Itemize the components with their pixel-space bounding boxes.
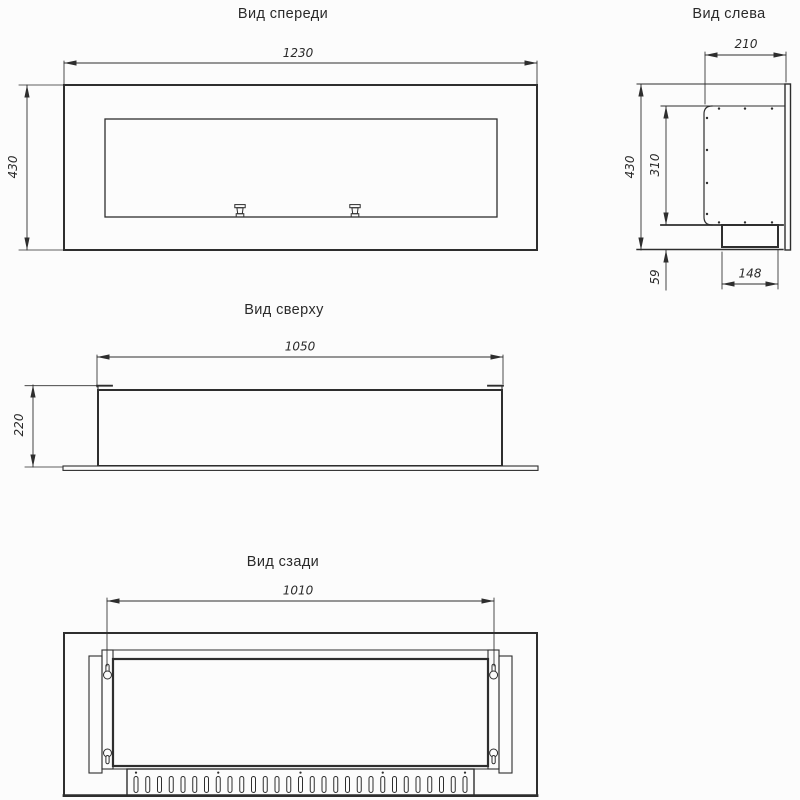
vent-slot — [393, 777, 397, 793]
vent-slot — [287, 777, 291, 793]
dim-base-depth: 148 — [738, 266, 762, 281]
vent-slot — [169, 777, 173, 793]
vent-slot — [158, 777, 162, 793]
vent-screw-dot — [217, 772, 219, 774]
dim-inner-width: 1050 — [284, 339, 316, 354]
vent-slot — [440, 777, 444, 793]
vent-slot — [428, 777, 432, 793]
dim-front-height: 430 — [6, 155, 20, 179]
top-view-title: Вид сверху — [244, 302, 324, 318]
dim-front-width: 1230 — [282, 46, 314, 60]
vent-slot — [404, 777, 408, 793]
dim-top-depth: 220 — [12, 413, 26, 437]
vent-slot — [416, 777, 420, 793]
front-panel-top-edge — [63, 466, 538, 470]
vent-slot — [263, 777, 267, 793]
left-view-title: Вид слева — [692, 6, 766, 22]
dim-left-depth: 210 — [734, 37, 758, 51]
vent-slot — [334, 777, 338, 793]
vent-slot — [381, 777, 385, 793]
vent-slot — [193, 777, 197, 793]
vent-slot — [463, 777, 467, 793]
vent-slot — [146, 777, 150, 793]
vent-slot — [228, 777, 232, 793]
rear-view-title: Вид сзади — [246, 554, 320, 570]
vent-slot — [369, 777, 373, 793]
vent-screw-dot — [464, 772, 466, 774]
vent-slot — [357, 777, 361, 793]
vent-slot — [322, 777, 326, 793]
vent-slot — [240, 777, 244, 793]
vent-screw-dot — [135, 772, 137, 774]
vent-screw-dot — [299, 772, 301, 774]
vent-screw-dot — [382, 772, 384, 774]
vent-slot — [299, 777, 303, 793]
vent-slot — [346, 777, 350, 793]
vent-slot — [205, 777, 209, 793]
dim-chamber-height: 310 — [648, 153, 662, 177]
vent-slots — [134, 777, 467, 793]
vent-slot — [310, 777, 314, 793]
vent-slot — [216, 777, 220, 793]
dim-left-height: 430 — [623, 155, 637, 179]
vent-slot — [134, 777, 138, 793]
vent-slot — [181, 777, 185, 793]
dim-mount-spacing: 1010 — [282, 583, 314, 598]
vent-slot — [451, 777, 455, 793]
vent-slot — [275, 777, 279, 793]
vent-slot — [252, 777, 256, 793]
front-view-title: Вид спереди — [237, 6, 329, 22]
dim-base-height: 59 — [648, 269, 662, 285]
